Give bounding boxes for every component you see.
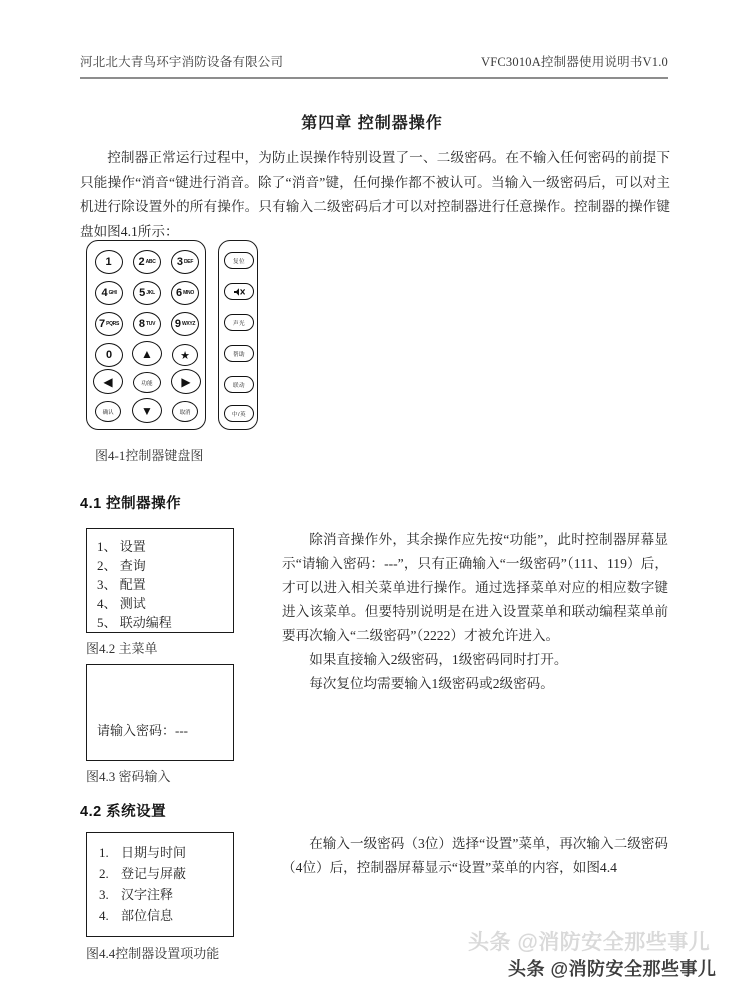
body-paragraph-4: 在输入一级密码（3位）选择“设置”菜单，再次输入二级密码（4位）后，控制器屏幕显示“设置”菜单的内容，如图4.4 xyxy=(282,836,668,875)
key-3-letters: DEF xyxy=(184,259,194,265)
key-7-letters: PQRS xyxy=(106,321,120,327)
settings-menu-item xyxy=(99,863,233,884)
main-menu-screen xyxy=(86,528,234,633)
key-8-letters: TUV xyxy=(146,321,156,327)
body-paragraph-1: 除消音操作外，其余操作应先按“功能”，此时控制器屏幕显示“请输入密码：---”，只有正确输入“一级密码”（111、119）后，才可以进入相关菜单进行操作。通过选择菜单对应的相应数字键进入该菜单。但要特别说明是在进入设置菜单和联动编程菜单前要再次输入“二级密码”（2222）才被允许进入。 xyxy=(282,532,668,643)
section-heading-4-1: 4.1 控制器操作 xyxy=(80,496,182,512)
key-function-label: 功能 xyxy=(141,380,153,387)
key-confirm-label: 确认 xyxy=(102,409,114,416)
settings-menu-item xyxy=(99,884,233,905)
main-menu-item: 5、 联动编程 xyxy=(97,615,172,630)
key-linkage[interactable] xyxy=(224,376,254,393)
settings-item-label: 日期与时间 xyxy=(121,845,187,860)
settings-menu-item xyxy=(99,842,233,863)
key-star[interactable] xyxy=(172,344,198,366)
key-8-digit: 8 xyxy=(138,318,145,330)
key-2-digit: 2 xyxy=(138,256,145,268)
password-input-screen xyxy=(86,664,234,761)
chapter-title: 第四章 控制器操作 xyxy=(301,115,443,132)
key-reset[interactable] xyxy=(224,252,254,269)
chevron-up-icon: ▲ xyxy=(141,346,153,361)
key-6[interactable] xyxy=(171,281,199,305)
mute-icon xyxy=(233,287,246,297)
section-heading-4-2: 4.2 系统设置 xyxy=(80,804,167,820)
key-cancel-label: 取消 xyxy=(179,409,191,416)
settings-item-index: 4. xyxy=(99,908,109,923)
key-sound-light[interactable] xyxy=(224,314,254,331)
key-cancel[interactable] xyxy=(172,401,198,422)
figure-caption-4-3: 图4.3 密码输入 xyxy=(86,769,171,784)
main-menu-item: 3、 配置 xyxy=(97,577,146,592)
key-function[interactable] xyxy=(133,372,161,393)
main-menu-item: 4、 测试 xyxy=(97,596,146,611)
settings-menu-screen xyxy=(86,832,234,937)
settings-item-index: 1. xyxy=(99,845,109,860)
key-7[interactable] xyxy=(95,312,123,336)
key-2[interactable] xyxy=(133,250,161,274)
key-5[interactable] xyxy=(133,281,161,305)
key-6-letters: MNO xyxy=(183,290,194,296)
settings-menu-item xyxy=(99,905,233,926)
intro-paragraph-block xyxy=(80,146,670,244)
main-menu-item: 2、 查询 xyxy=(97,558,146,573)
star-icon: ★ xyxy=(180,349,190,362)
key-mute[interactable] xyxy=(224,283,254,300)
figure-caption-4-1: 图4-1控制器键盘图 xyxy=(95,448,204,463)
keypad-side-panel xyxy=(218,240,258,430)
key-3[interactable] xyxy=(171,250,199,274)
key-9[interactable] xyxy=(171,312,199,336)
figure-caption-4-4: 图4.4控制器设置项功能 xyxy=(86,946,220,961)
key-2-letters: ABC xyxy=(145,259,156,265)
key-4-digit: 4 xyxy=(101,287,108,299)
password-prompt: 请输入密码：--- xyxy=(97,723,188,738)
key-language-label: 中/英 xyxy=(232,411,246,418)
key-4[interactable] xyxy=(95,281,123,305)
key-5-digit: 5 xyxy=(139,287,146,299)
figure-caption-4-2: 图4.2 主菜单 xyxy=(86,641,158,656)
key-8[interactable] xyxy=(133,312,161,336)
key-1-digit: 1 xyxy=(105,256,112,268)
key-reset-label: 复位 xyxy=(233,258,245,265)
key-down-arrow[interactable] xyxy=(132,398,162,423)
key-9-letters: WXYZ xyxy=(181,321,196,327)
settings-item-label: 登记与屏蔽 xyxy=(121,866,187,881)
key-9-digit: 9 xyxy=(174,318,181,330)
key-0-digit: 0 xyxy=(105,349,113,361)
keypad-main-panel xyxy=(86,240,206,430)
body-paragraph-2: 如果直接输入2级密码，1级密码同时打开。 xyxy=(309,652,568,667)
key-3-digit: 3 xyxy=(176,256,183,268)
key-1[interactable] xyxy=(95,250,123,274)
body-paragraph-3: 每次复位均需要输入1级密码或2级密码。 xyxy=(309,676,554,691)
header-divider xyxy=(80,77,668,79)
body-text-block-2 xyxy=(282,832,668,880)
body-text-block-1 xyxy=(282,528,668,696)
watermark-ghost: 头条 @消防安全那些事儿 xyxy=(468,931,711,954)
intro-paragraph: 控制器正常运行过程中，为防止误操作特别设置了一、二级密码。在不输入任何密码的前提下只能操作“消音“键进行消音。除了“消音”键，任何操作都不被认可。当输入一级密码后，可以对主机进行除设置外的所有操作。只有输入二级密码后才可以对控制器进行任意操作。控制器的操作键盘如图4.1所示： xyxy=(80,150,670,239)
page-header xyxy=(80,52,668,70)
key-0[interactable] xyxy=(95,343,123,367)
chevron-down-icon: ▼ xyxy=(141,403,153,418)
key-up-arrow[interactable] xyxy=(132,341,162,366)
key-6-digit: 6 xyxy=(176,287,183,299)
settings-item-index: 2. xyxy=(99,866,109,881)
settings-item-index: 3. xyxy=(99,887,109,902)
key-linkage-label: 联动 xyxy=(233,382,245,389)
key-sound-light-label: 声光 xyxy=(233,320,245,327)
key-help-label: 帮助 xyxy=(233,351,245,358)
settings-item-label: 汉字注释 xyxy=(121,887,174,902)
chevron-left-icon: ◀ xyxy=(103,374,113,389)
key-right-arrow[interactable] xyxy=(171,369,201,394)
main-menu-item: 1、 设置 xyxy=(97,539,146,554)
key-language-toggle[interactable] xyxy=(224,405,254,422)
key-confirm[interactable] xyxy=(95,401,121,422)
key-help[interactable] xyxy=(224,345,254,362)
settings-item-label: 部位信息 xyxy=(121,908,174,923)
key-4-letters: GHI xyxy=(108,290,117,296)
header-company: 河北北大青鸟环宇消防设备有限公司 xyxy=(80,55,284,69)
chevron-right-icon: ▶ xyxy=(181,374,191,389)
key-left-arrow[interactable] xyxy=(93,369,123,394)
keypad-figure xyxy=(86,240,258,430)
header-manual-title: VFC3010A控制器使用说明书V1.0 xyxy=(481,55,668,69)
key-5-letters: JKL xyxy=(146,290,155,296)
watermark: 头条 @消防安全那些事儿 xyxy=(508,959,717,979)
key-7-digit: 7 xyxy=(98,318,106,330)
